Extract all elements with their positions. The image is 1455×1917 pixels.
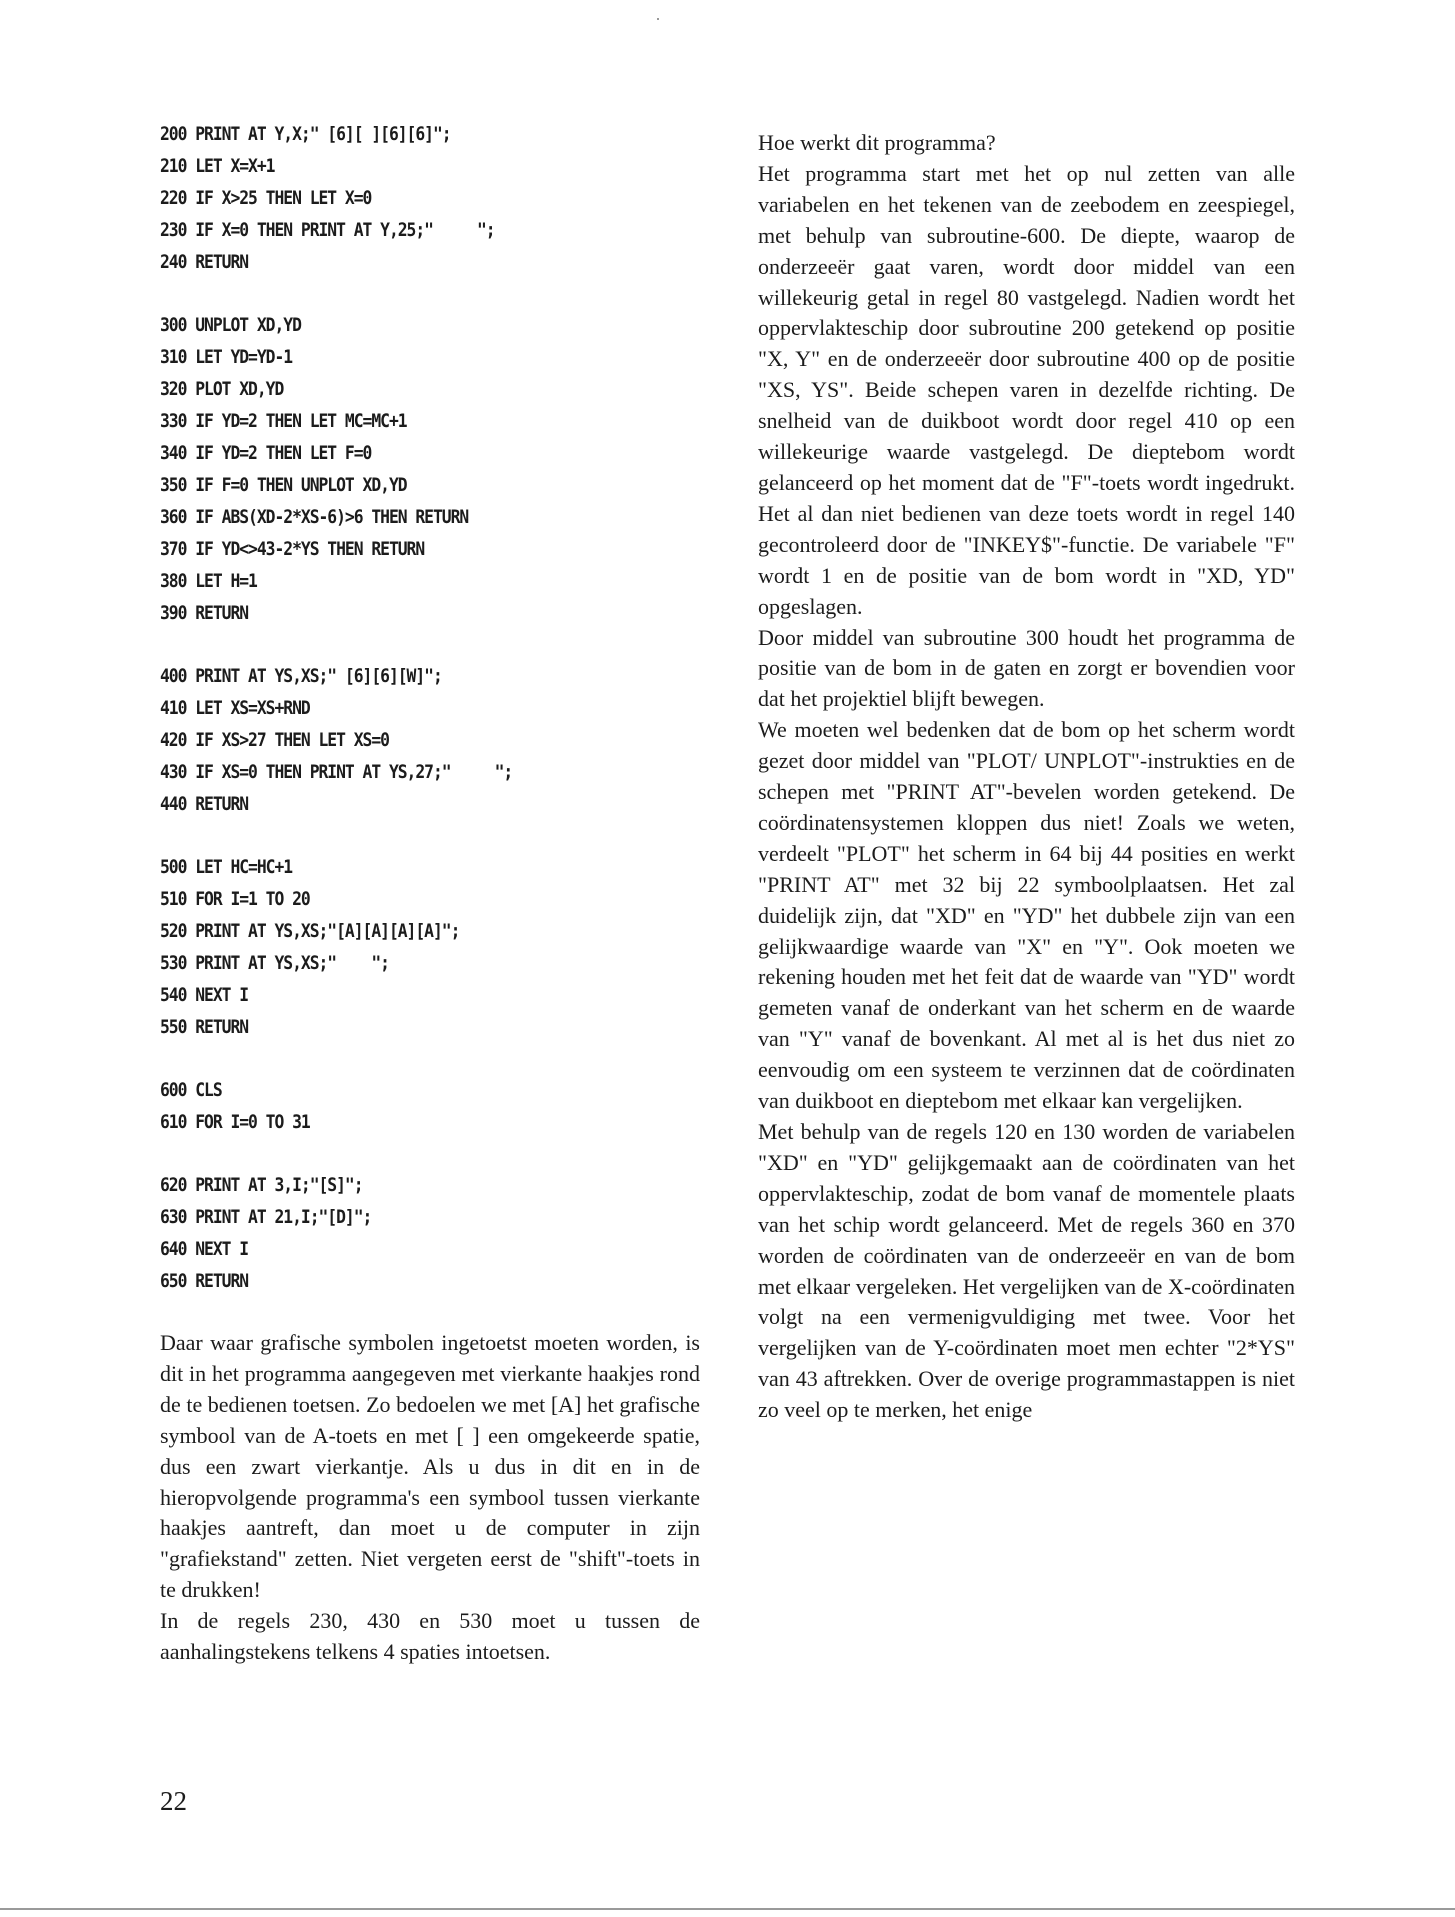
code-line: 310 LET YD=YD-1 <box>160 346 293 368</box>
section-heading: Hoe werkt dit programma? <box>758 130 996 155</box>
code-line: 420 IF XS>27 THEN LET XS=0 <box>160 729 389 751</box>
code-line: 340 IF YD=2 THEN LET F=0 <box>160 442 372 464</box>
code-line: 500 LET HC=HC+1 <box>160 856 293 878</box>
code-line: 230 IF X=0 THEN PRINT AT Y,25;" "; <box>160 219 495 241</box>
code-block-600 <box>160 1074 700 1138</box>
code-line: 360 IF ABS(XD-2*XS-6)>6 THEN RETURN <box>160 506 469 528</box>
paragraph-coordinate-systems: We moeten wel bedenken dat de bom op het scherm wordt gezet door middel van "PLOT/ UNPLOT"-instrukties en de schepen met "PRINT AT"-bevelen worden getekend. De coördinatensystemen kloppen dus niet! Zoals we weten, verdeelt "PLOT" het scherm in 64 bij 44 posities en werkt "PRINT AT" met 32 bij 22 symboolplaatsen. Het zal duidelijk zijn, dat "XD" en "YD" het dubbele zijn van een gelijkwaardige waarde van "X" en "Y". Ook moeten we rekening houden met het feit dat de waarde van "YD" wordt gemeten vanaf de onderkant van het scherm en de waarde van "Y" vanaf de bovenkant. Al met al is het dus niet zo eenvoudig om een systeem te verzinnen dat de coördinaten van duikboot en dieptebom met elkaar kan vergelijken. <box>758 717 1295 1114</box>
page-number: 22 <box>160 1786 187 1816</box>
code-line: 520 PRINT AT YS,XS;"[A][A][A][A]"; <box>160 920 460 942</box>
code-line: 350 IF F=0 THEN UNPLOT XD,YD <box>160 474 407 496</box>
left-column <box>160 118 700 1668</box>
code-line: 630 PRINT AT 21,I;"[D]"; <box>160 1206 372 1228</box>
bottom-rule <box>0 1908 1455 1910</box>
code-line: 380 LET H=1 <box>160 570 257 592</box>
code-line: 210 LET X=X+1 <box>160 155 275 177</box>
paragraph-subroutine-300: Door middel van subroutine 300 houdt het programma de positie van de bom in de gaten en zorgt er bovendien voor dat het projektiel blijft bewegen. <box>758 624 1295 712</box>
paragraph-lines-120-130: Met behulp van de regels 120 en 130 worden de variabelen "XD" en "YD" gelijkgemaakt aan de coördinaten van het oppervlakteschip, zodat de bom vanaf de momentele plaats van het schip wordt gelanceerd. Met de regels 360 en 370 worden de coördinaten van de onderzeeër en van de bom met elkaar vergeleken. Het vergelijken van de X-coördinaten volgt na een vermenigvuldiging met twee. Voor het vergelijken van de Y-coördinaten moet men echter "2*YS" van 43 aftrekken. Over de overige programmastappen is niet zo veel op te merken, het enige <box>758 1119 1295 1423</box>
code-line: 610 FOR I=0 TO 31 <box>160 1111 310 1133</box>
code-line: 540 NEXT I <box>160 984 249 1006</box>
code-line: 640 NEXT I <box>160 1238 249 1260</box>
paragraph-spaces-note: In de regels 230, 430 en 530 moet u tussen de aanhalingstekens telkens 4 spaties intoetsen. <box>160 1608 700 1665</box>
code-line: 600 CLS <box>160 1079 222 1101</box>
code-line: 200 PRINT AT Y,X;" [6][ ][6][6]"; <box>160 123 451 145</box>
paragraph-program-start: Het programma start met het op nul zetten van alle variabelen en het tekenen van de zeebodem en zeespiegel, met behulp van subroutine-600. De diepte, waarop de onderzeeër gaat varen, wordt door middel van een willekeurig getal in regel 80 vastgelegd. Nadien wordt het oppervlakteschip door subroutine 200 getekend op positie "X, Y" en de onderzeeër door subroutine 400 op de positie "XS, YS". Beide schepen varen in dezelfde richting. De snelheid van de duikboot wordt door regel 410 op een willekeurige waarde vastgelegd. De dieptebom wordt gelanceerd op het moment dat de "F"-toets wordt ingedrukt. Het al dan niet bedienen van deze toets wordt in regel 140 gecontroleerd door de "INKEY$"-functie. De variabele "F" wordt 1 en de positie van de bom wordt in "XD, YD" opgeslagen. <box>758 160 1295 619</box>
code-block-620 <box>160 1169 700 1297</box>
code-line: 650 RETURN <box>160 1270 249 1292</box>
code-block-200 <box>160 118 700 278</box>
code-line: 440 RETURN <box>160 793 249 815</box>
code-line: 430 IF XS=0 THEN PRINT AT YS,27;" "; <box>160 761 513 783</box>
code-line: 220 IF X>25 THEN LET X=0 <box>160 187 372 209</box>
code-line: 510 FOR I=1 TO 20 <box>160 888 310 910</box>
code-line: 400 PRINT AT YS,XS;" [6][6][W]"; <box>160 665 442 687</box>
code-block-400 <box>160 660 700 820</box>
code-block-300 <box>160 309 700 629</box>
code-line: 320 PLOT XD,YD <box>160 378 284 400</box>
code-line: 530 PRINT AT YS,XS;" "; <box>160 952 389 974</box>
code-line: 620 PRINT AT 3,I;"[S]"; <box>160 1174 363 1196</box>
code-line: 330 IF YD=2 THEN LET MC=MC+1 <box>160 410 407 432</box>
scan-speck <box>657 18 659 20</box>
code-line: 390 RETURN <box>160 602 249 624</box>
code-line: 550 RETURN <box>160 1016 249 1038</box>
code-line: 370 IF YD<>43-2*YS THEN RETURN <box>160 538 425 560</box>
code-line: 240 RETURN <box>160 251 249 273</box>
code-line: 300 UNPLOT XD,YD <box>160 314 301 336</box>
code-line: 410 LET XS=XS+RND <box>160 697 310 719</box>
right-column <box>758 128 1295 1426</box>
paragraph-graphic-symbols: Daar waar grafische symbolen ingetoetst moeten worden, is dit in het programma aangegeven met vierkante haakjes rond de te bedienen toetsen. Zo bedoelen we met [A] het grafische symbool van de A-toets en met [ ] een omgekeerde spatie, dus een zwart vierkantje. Als u dus in dit en in de hieropvolgende programma's een symbool tussen vierkante haakjes aantreft, dan moet u de computer in zijn "grafiekstand" zetten. Niet vergeten eerst de "shift"-toets in te drukken! <box>160 1330 700 1603</box>
code-block-500 <box>160 851 700 1043</box>
